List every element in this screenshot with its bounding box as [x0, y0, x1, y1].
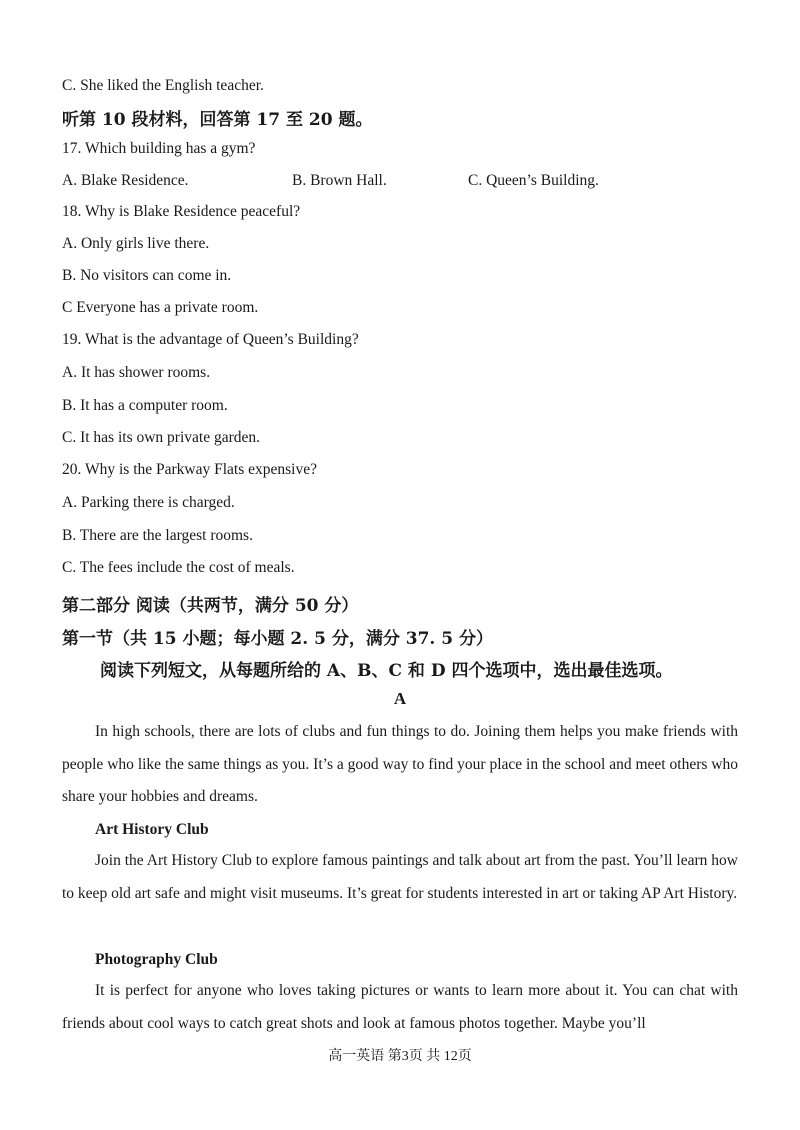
question-19: 19. What is the advantage of Queen’s Building?: [62, 331, 359, 348]
q17-option-a: A. Blake Residence.: [62, 172, 189, 189]
passage-letter: A: [393, 689, 407, 708]
q19-option-b: B. It has a computer room.: [62, 397, 228, 414]
q18-option-a: A. Only girls live there.: [62, 235, 210, 252]
q20-option-a: A. Parking there is charged.: [62, 494, 235, 511]
question-17: 17. Which building has a gym?: [62, 140, 256, 157]
art-history-club-paragraph: [62, 845, 738, 910]
question-20: 20. Why is the Parkway Flats expensive?: [62, 461, 317, 478]
part-two-heading: 第二部分 阅读（共两节，满分 50 分）: [62, 596, 359, 616]
question-18: 18. Why is Blake Residence peaceful?: [62, 203, 301, 220]
q17-option-b: B. Brown Hall.: [292, 172, 387, 189]
section-one-heading: 第一节（共 15 小题；每小题 2. 5 分，满分 37. 5 分）: [62, 629, 493, 649]
art-history-club-text: Join the Art History Club to explore famous paintings and talk about art from the past. You’ll learn how to keep old art safe and might visit museums. It’s great for students interested in art or taking AP Art History.: [62, 852, 738, 902]
passage-intro: [62, 716, 738, 814]
q18-option-b: B. No visitors can come in.: [62, 267, 232, 284]
photography-club-text: It is perfect for anyone who loves taking pictures or wants to learn more about it. You can chat with friends about cool ways to catch great shots and look at famous photos together. Maybe you’ll: [62, 982, 738, 1032]
page-footer: 高一英语 第3页 共 12页: [328, 1049, 472, 1064]
prev-question-option-c: C. She liked the English teacher.: [62, 77, 264, 94]
q20-option-c: C. The fees include the cost of meals.: [62, 559, 295, 576]
reading-instructions: 阅读下列短文，从每题所给的 A、B、C 和 D 四个选项中，选出最佳选项。: [100, 661, 673, 681]
photography-club-paragraph: [62, 975, 738, 1040]
q19-option-c: C. It has its own private garden.: [62, 429, 261, 446]
q17-option-c: C. Queen’s Building.: [468, 172, 599, 189]
q18-option-c: C Everyone has a private room.: [62, 299, 259, 316]
q19-option-a: A. It has shower rooms.: [62, 364, 211, 381]
photography-club-title: Photography Club: [95, 951, 218, 968]
listening-section-10-heading: 听第 10 段材料，回答第 17 至 20 题。: [62, 110, 373, 130]
art-history-club-title: Art History Club: [95, 821, 209, 838]
passage-intro-text: In high schools, there are lots of clubs and fun things to do. Joining them helps you make friends with people who like the same things as you. It’s a good way to find your place in the school and meet others who share your hobbies and dreams.: [62, 723, 738, 805]
q20-option-b: B. There are the largest rooms.: [62, 527, 253, 544]
